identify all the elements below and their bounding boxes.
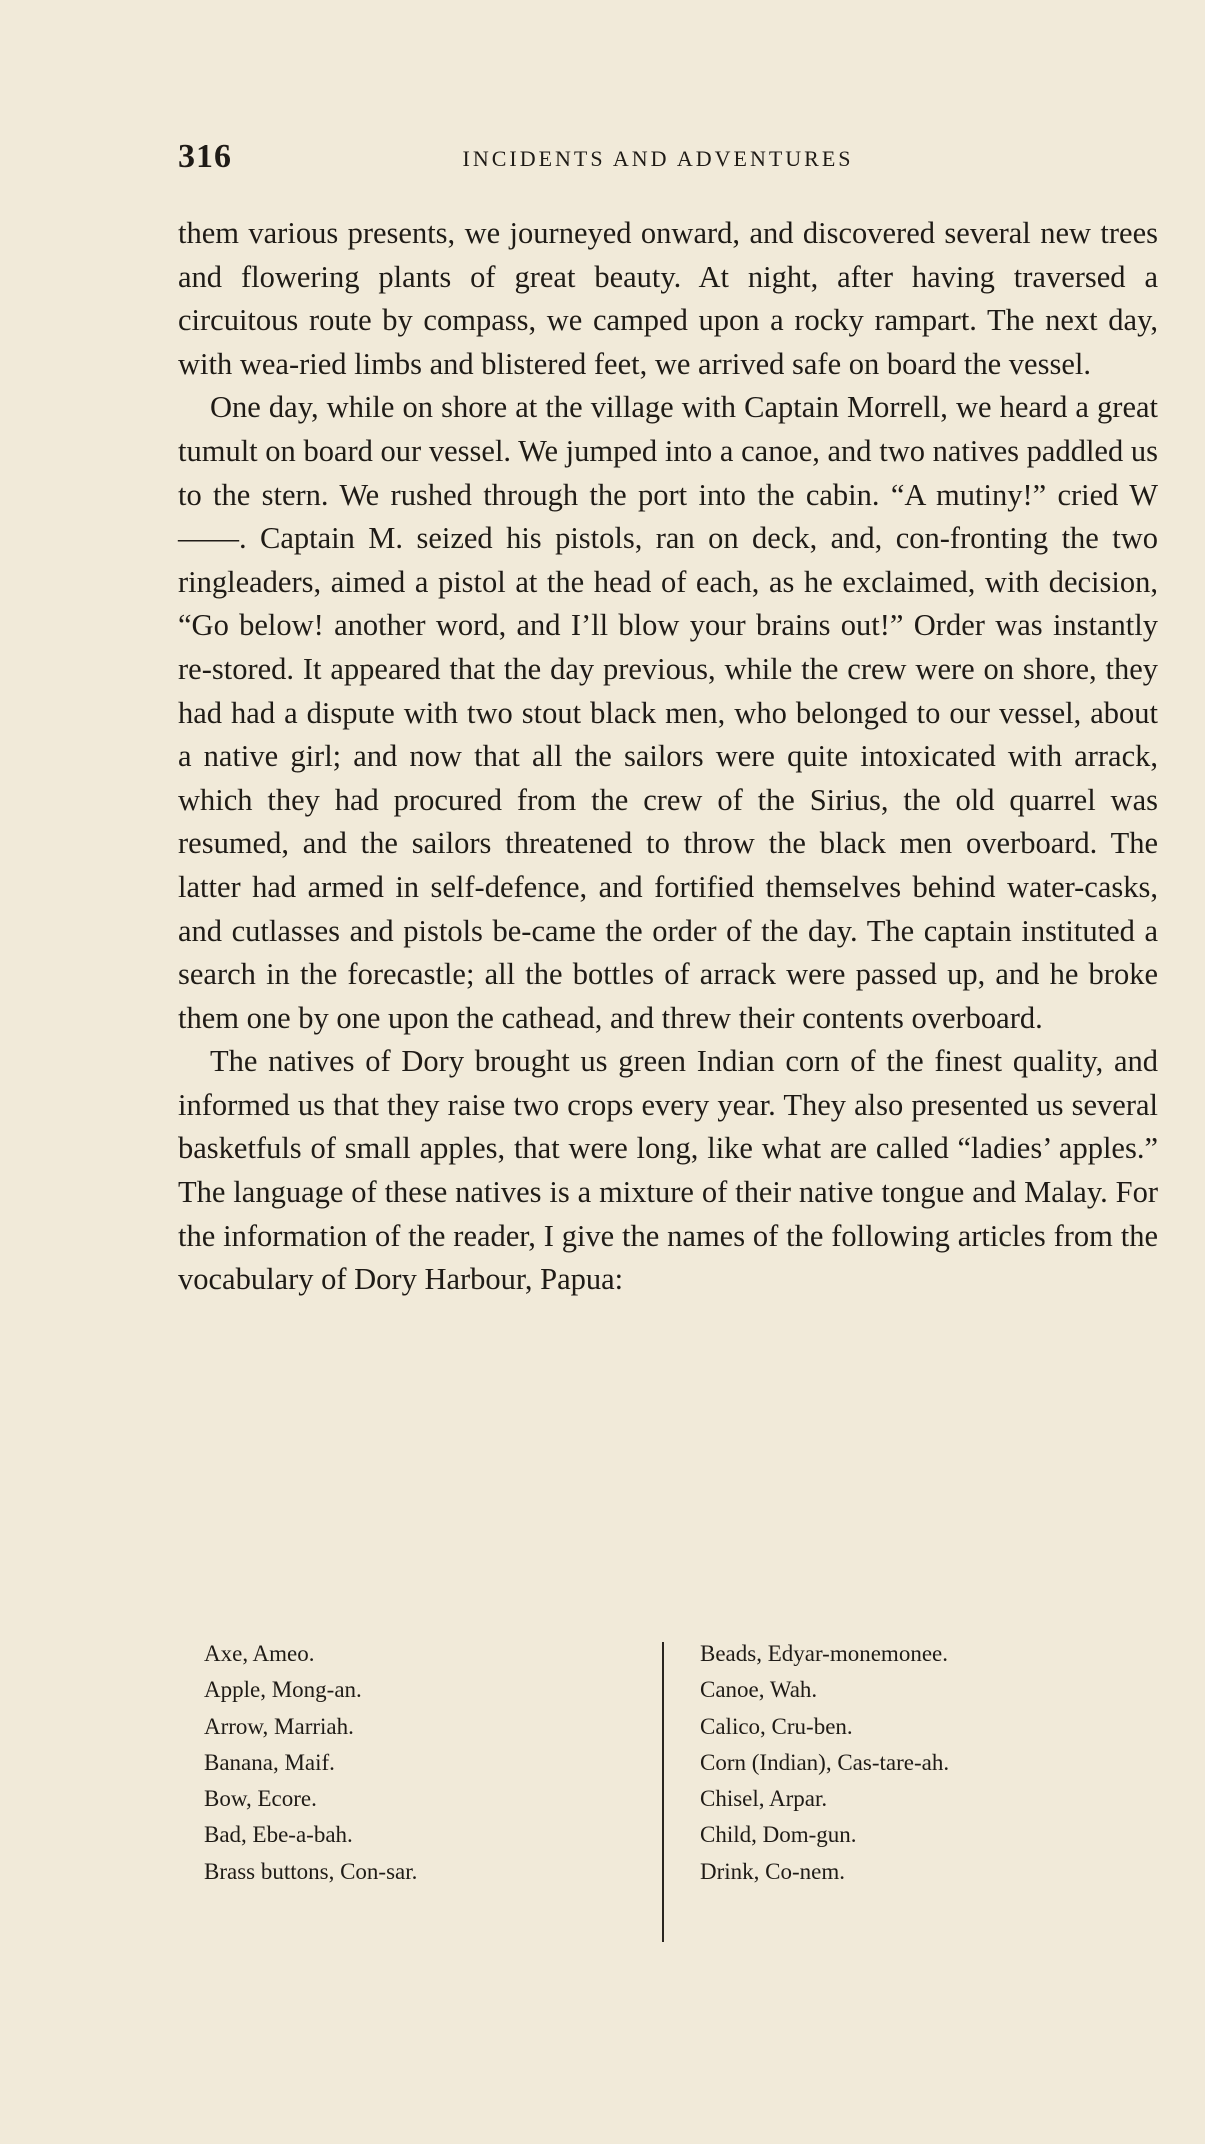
vocabulary-entry: Bow, Ecore. xyxy=(204,1786,317,1812)
column-divider xyxy=(662,1642,664,1942)
vocabulary-entry: Corn (Indian), Cas-tare-ah. xyxy=(700,1749,950,1775)
vocabulary-entry: Calico, Cru-ben. xyxy=(700,1713,853,1739)
vocabulary-entry: Canoe, Wah. xyxy=(700,1677,818,1703)
vocabulary-column-left xyxy=(204,1636,644,1890)
vocabulary-entry: Bad, Ebe-a-bah. xyxy=(204,1822,353,1848)
vocabulary-entry: Child, Dom-gun. xyxy=(700,1822,857,1848)
running-head: INCIDENTS AND ADVENTURES xyxy=(462,146,854,171)
paragraph: One day, while on shore at the village with Captain Morrell, we heard a great tumult on board our vessel. We jumped into a canoe, and two natives paddled us to the stern. We rushed through the port into the cabin. “A mutiny!” cried W——. Captain M. seized his pistols, ran on deck, and, con-fronting the two ringleaders, aimed a pistol at the head of each, as he exclaimed, with decision, “Go below! another word, and I’ll blow your brains out!” Order was instantly re-stored. It appeared that the day previous, while the crew were on shore, they had had a dispute with two stout black men, who belonged to our vessel, about a native girl; and now that all the sailors were quite intoxicated with arrack, which they had procured from the crew of the Sirius, the old quarrel was resumed, and the sailors threatened to throw the black men overboard. The latter had armed in self-defence, and fortified themselves behind water-casks, and cutlasses and pistols be-came the order of the day. The captain instituted a search in the forecastle; all the bottles of arrack were passed up, and he broke them one by one upon the cathead, and threw their contents overboard. xyxy=(178,390,1158,1035)
vocabulary-list xyxy=(204,1636,1084,1946)
page-number: 316 xyxy=(178,138,232,175)
page-header xyxy=(178,138,1138,184)
vocabulary-entry: Brass buttons, Con-sar. xyxy=(204,1858,418,1884)
vocabulary-entry: Beads, Edyar-monemonee. xyxy=(700,1641,948,1666)
paragraph: them various presents, we journeyed onward, and discovered several new trees and flowering plants of great beauty. At night, after having traversed a circuitous route by compass, we camped upon a rocky rampart. The next day, with wea-ried limbs and blistered feet, we arrived safe on board the vessel. xyxy=(178,216,1158,381)
vocabulary-entry: Drink, Co-nem. xyxy=(700,1858,846,1884)
vocabulary-entry: Arrow, Marriah. xyxy=(204,1713,354,1739)
vocabulary-entry: Apple, Mong-an. xyxy=(204,1677,362,1703)
paragraph: The natives of Dory brought us green Indian corn of the finest quality, and informed us that they raise two crops every year. They also presented us several basketfuls of small apples, that were long, like what are called “ladies’ apples.” The language of these natives is a mixture of their native tongue and Malay. For the information of the reader, I give the names of the following articles from the vocabulary of Dory Harbour, Papua: xyxy=(178,1044,1158,1297)
vocabulary-entry: Chisel, Arpar. xyxy=(700,1786,828,1812)
vocabulary-entry: Banana, Maif. xyxy=(204,1749,335,1775)
body-text xyxy=(178,212,1158,1302)
vocabulary-column-right xyxy=(700,1636,1120,1890)
vocabulary-entry: Axe, Ameo. xyxy=(204,1641,315,1666)
